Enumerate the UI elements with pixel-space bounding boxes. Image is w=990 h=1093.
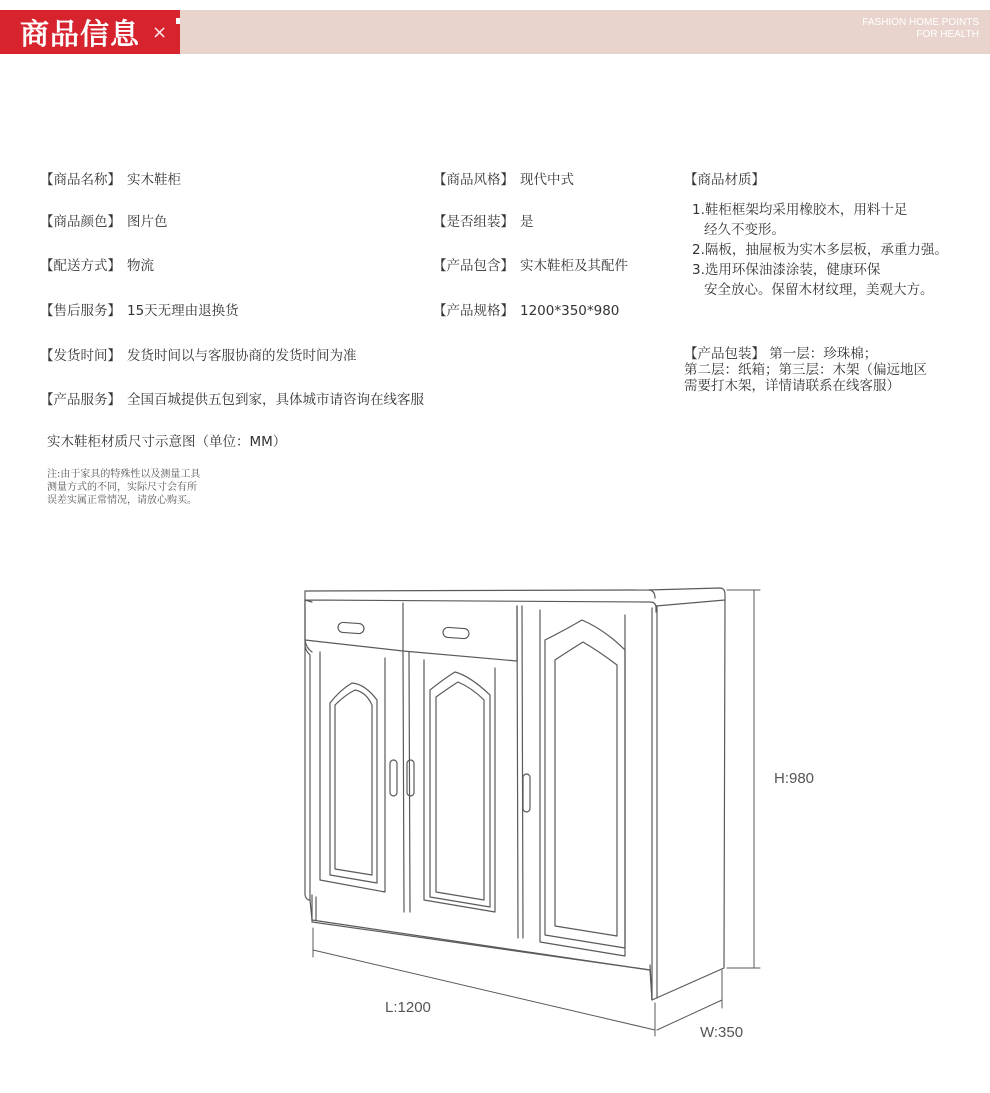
- info-value: 发货时间以与客服协商的发货时间为准: [127, 348, 357, 364]
- drawer-row: [305, 600, 517, 661]
- material-line: 2.隔板，抽屉板为实木多层板，承重力强。: [692, 242, 948, 258]
- door-panel: [330, 683, 377, 883]
- cabinet-base: [312, 895, 652, 1000]
- height-label: H:980: [774, 770, 815, 787]
- door-panel: [545, 620, 625, 948]
- material-title: 【商品材质】: [684, 172, 765, 188]
- door-panel-inner: [335, 690, 372, 875]
- width-dimension-line: [657, 970, 722, 1030]
- info-value: 全国百城提供五包到家，具体城市请咨询在线客服: [127, 392, 424, 408]
- door-handle: [407, 760, 414, 796]
- cabinet-top: [305, 588, 725, 612]
- tab-title: 商品信息: [20, 16, 141, 51]
- info-value: 15天无理由退换货: [127, 303, 239, 319]
- door-panel: [430, 672, 490, 907]
- packaging-line: 第二层：纸箱；第三层：木架（偏远地区: [684, 362, 927, 378]
- note-line: 误差实属正常情况，请放心购买。: [47, 495, 197, 506]
- info-key: 【售后服务】: [40, 303, 121, 319]
- drawer-handle: [338, 622, 365, 634]
- door-handle: [523, 774, 530, 812]
- info-value: 是: [520, 214, 534, 230]
- info-key: 【商品颜色】: [40, 214, 121, 230]
- packaging-line: 【产品包装】 第一层：珍珠棉；: [684, 346, 878, 362]
- drawer-handle: [443, 627, 470, 639]
- note-line: 注:由于家具的特殊性以及测量工具: [47, 469, 201, 480]
- info-key: 【商品名称】: [40, 172, 121, 188]
- door-panel-inner: [555, 642, 617, 936]
- info-value: 图片色: [127, 214, 168, 230]
- info-key: 【商品风格】: [433, 172, 514, 188]
- height-dimension-line: [727, 590, 760, 968]
- material-line: 1.鞋柜框架均采用橡胶木，用料十足: [692, 202, 908, 218]
- packaging-line: 需要打木架，详情请联系在线客服）: [684, 378, 900, 394]
- diagram-title: 实木鞋柜材质尺寸示意图（单位：MM）: [47, 434, 287, 450]
- info-value: 实木鞋柜及其配件: [520, 258, 628, 274]
- material-line: 安全放心。保留木材纹理，美观大方。: [704, 282, 934, 298]
- info-value: 物流: [127, 258, 154, 274]
- info-value: 实木鞋柜: [127, 172, 181, 188]
- cabinet-front: [305, 600, 652, 1000]
- info-value: 1200*350*980: [520, 303, 620, 319]
- material-line: 经久不变形。: [704, 222, 785, 238]
- slogan-line: FASHION HOME POINTS: [862, 17, 979, 28]
- length-label: L:1200: [385, 999, 431, 1016]
- door-handle: [390, 760, 397, 796]
- info-key: 【配送方式】: [40, 258, 121, 274]
- info-key: 【是否组装】: [433, 214, 514, 230]
- info-key: 【发货时间】: [40, 348, 121, 364]
- door-divider: [517, 606, 523, 938]
- note-line: 测量方式的不同，实际尺寸会有所: [47, 482, 197, 493]
- slogan-line: FOR HEALTH: [916, 29, 979, 40]
- info-value: 现代中式: [520, 172, 574, 188]
- material-line: 3.选用环保油漆涂装，健康环保: [692, 262, 881, 278]
- width-label: W:350: [700, 1024, 744, 1041]
- info-key: 【产品服务】: [40, 392, 121, 408]
- close-icon[interactable]: ×: [152, 21, 168, 43]
- info-key: 【产品包含】: [433, 258, 514, 274]
- cabinet-side: [652, 600, 725, 1000]
- info-key: 【产品规格】: [433, 303, 514, 319]
- door-panel-inner: [436, 682, 484, 900]
